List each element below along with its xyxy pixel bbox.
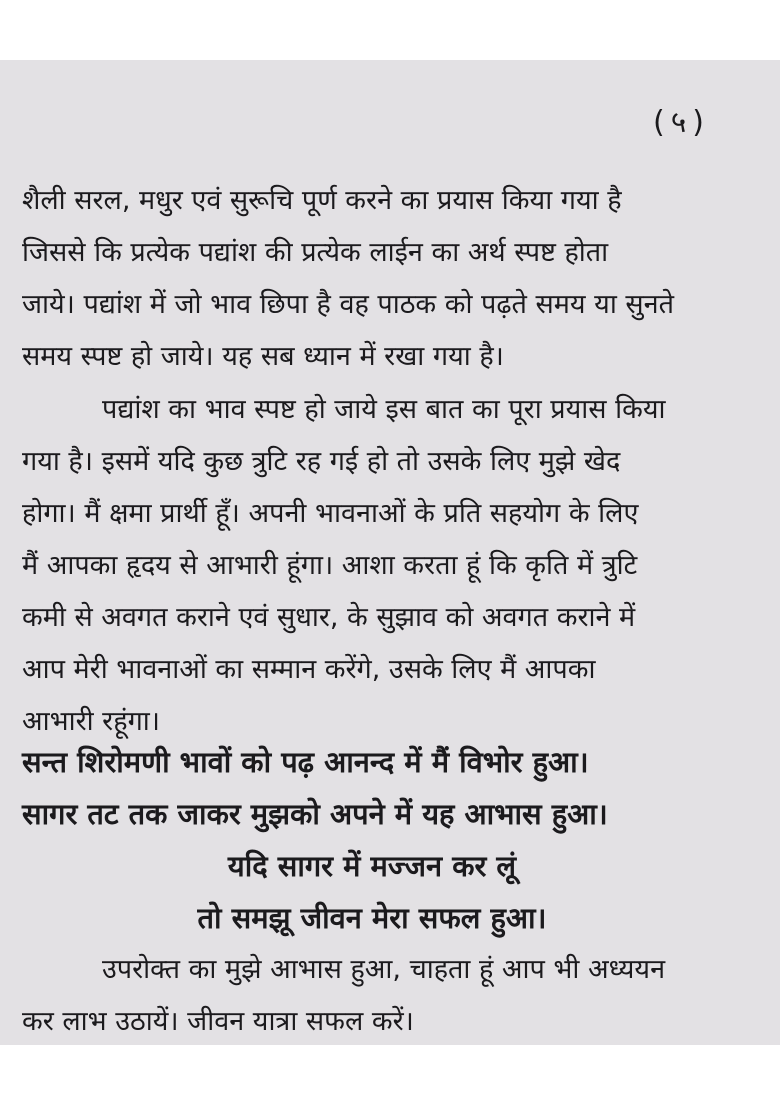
page-number: (५) — [652, 105, 710, 140]
text-line: पद्यांश का भाव स्पष्ट हो जाये इस बात का पूरा प्रयास किया — [102, 394, 666, 425]
verse-line: सन्त शिरोमणी भावों को पढ़ आनन्द में मैं विभोर हुआ। — [22, 745, 589, 779]
paragraph-1 — [22, 175, 712, 383]
text-line: शैली सरल, मधुर एवं सुरूचि पूर्ण करने का प्रयास किया गया है — [22, 185, 622, 216]
paragraph-3 — [22, 944, 712, 1048]
verse-line: सागर तट तक जाकर मुझको अपने में यह आभास हुआ। — [22, 797, 608, 831]
book-page — [0, 60, 780, 1045]
text-line: जाये। पद्यांश में जो भाव छिपा है वह पाठक को पढ़ते समय या सुनते — [22, 289, 675, 320]
verse-line: यदि सागर में मज्जन कर लूं — [227, 849, 517, 883]
text-line: कर लाभ उठायें। जीवन यात्रा सफल करें। — [22, 1006, 414, 1037]
text-line: आप मेरी भावनाओं का सम्मान करेंगे, उसके लिए मैं आपका — [22, 654, 596, 685]
verse-block — [22, 736, 722, 944]
text-line: मैं आपका हृदय से आभारी हूंगा। आशा करता हूं कि कृति में त्रुटि — [22, 550, 638, 581]
text-line: जिससे कि प्रत्येक पद्यांश की प्रत्येक लाईन का अर्थ स्पष्ट होता — [22, 237, 609, 268]
text-line: समय स्पष्ट हो जाये। यह सब ध्यान में रखा गया है। — [22, 341, 504, 372]
text-line: उपरोक्त का मुझे आभास हुआ, चाहता हूं आप भी अध्ययन — [102, 954, 666, 985]
text-line: आभारी रहूंगा। — [22, 706, 160, 737]
text-line: होगा। मैं क्षमा प्रार्थी हूँ। अपनी भावनाओं के प्रति सहयोग के लिए — [22, 498, 639, 529]
text-line: कमी से अवगत कराने एवं सुधार, के सुझाव को अवगत कराने में — [22, 602, 636, 633]
text-line: गया है। इसमें यदि कुछ त्रुटि रह गई हो तो उसके लिए मुझे खेद — [22, 446, 621, 477]
paragraph-2 — [22, 384, 712, 748]
verse-line: तो समझू जीवन मेरा सफल हुआ। — [197, 901, 547, 935]
